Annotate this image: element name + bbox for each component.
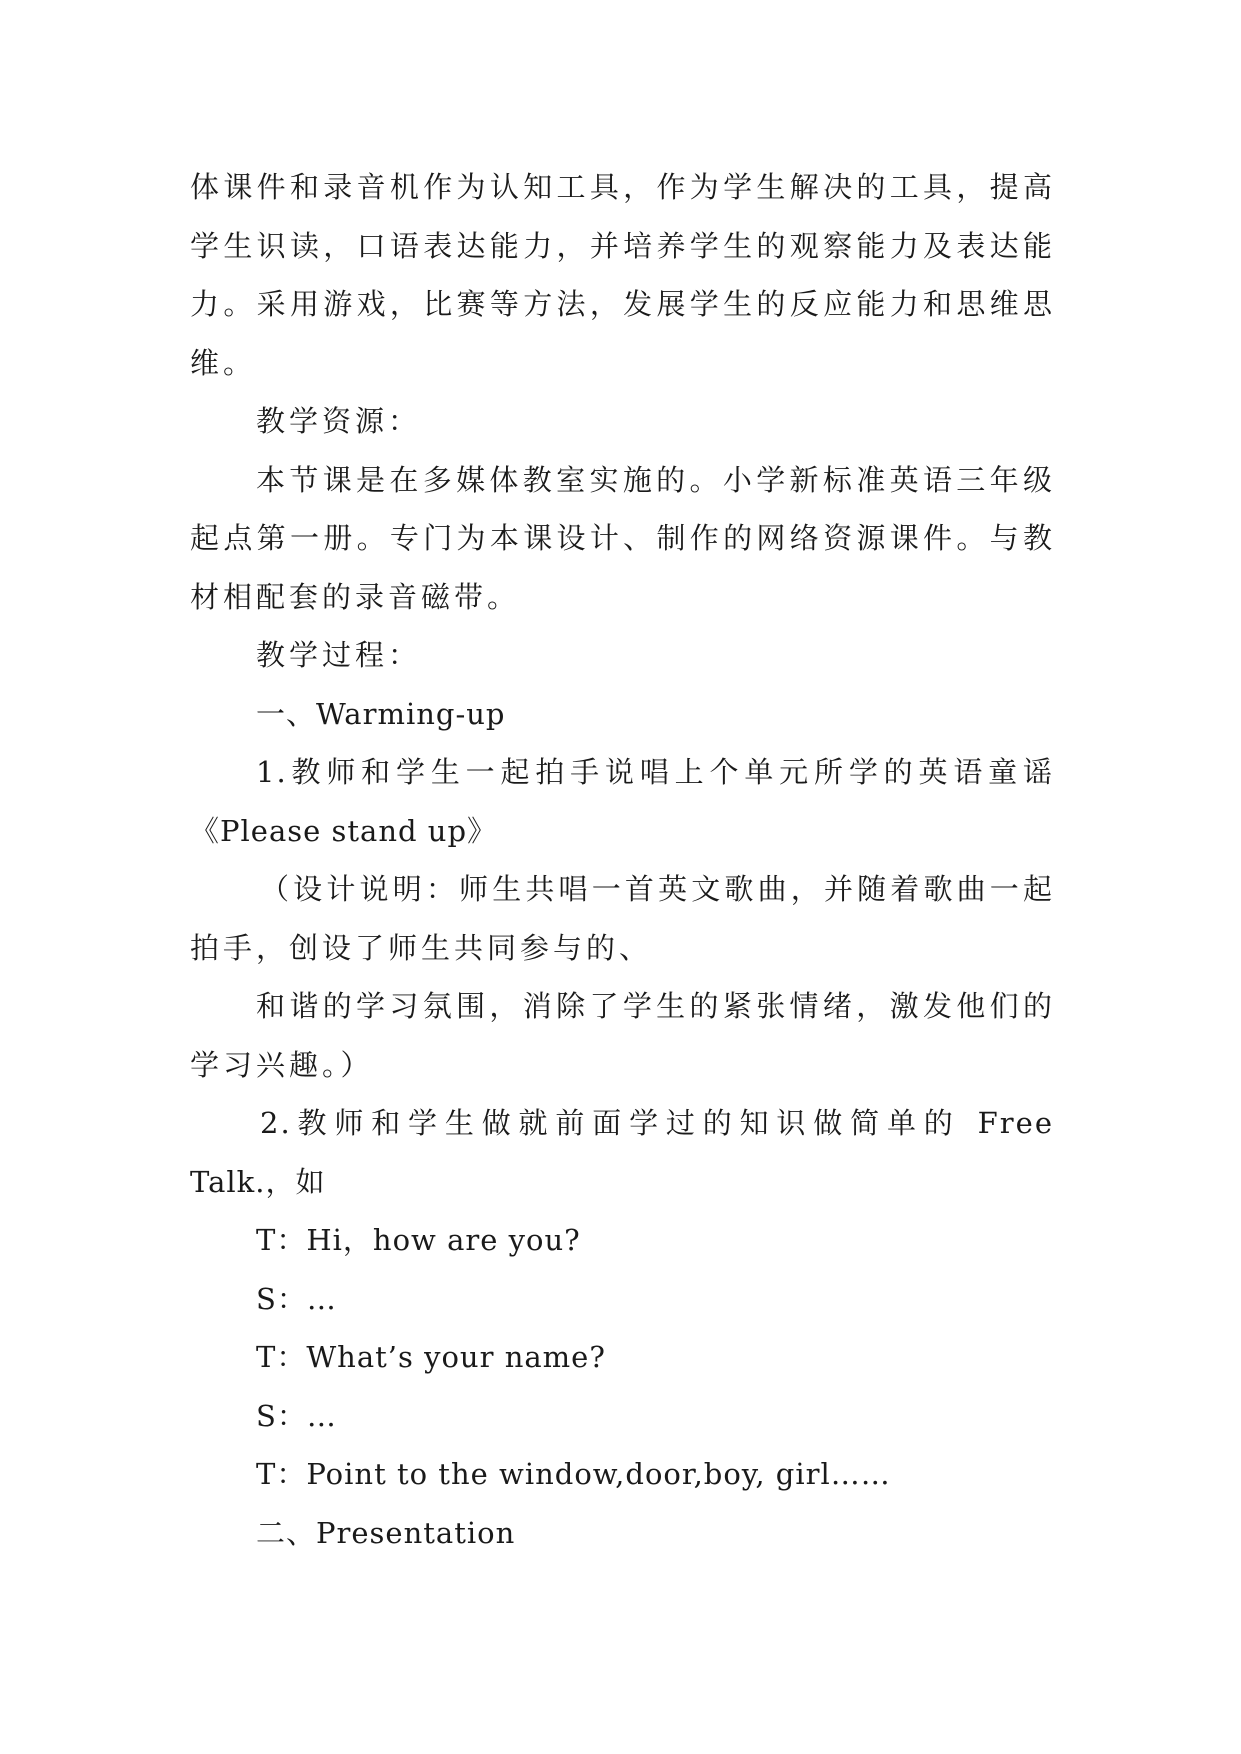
paragraph-line: 学生识读，口语表达能力，并培养学生的观察能力及表达能 <box>190 228 1054 263</box>
dialogue-line: T：Point to the window,door,boy, girl…… <box>256 1457 891 1491</box>
document-body <box>190 158 1054 1562</box>
paragraph-line: 体课件和录音机作为认知工具，作为学生解决的工具，提高 <box>190 170 1054 204</box>
paragraph-line: 材相配套的录音磁带。 <box>190 579 521 614</box>
paragraph-line: 起点第一册。专门为本课设计、制作的网络资源课件。与教 <box>190 521 1054 555</box>
paragraph-line: 和谐的学习氛围，消除了学生的紧张情绪，激发他们的 <box>256 989 1054 1023</box>
step-heading-presentation: 二、Presentation <box>256 1515 516 1550</box>
paragraph-line: （设计说明：师生共唱一首英文歌曲，并随着歌曲一起 <box>260 872 1054 906</box>
paragraph-line: 《Please stand up》 <box>190 813 498 848</box>
paragraph-line: 本节课是在多媒体教室实施的。小学新标准英语三年级 <box>256 462 1054 497</box>
paragraph-line: Talk.，如 <box>190 1164 326 1199</box>
dialogue-line: T：Hi，how are you? <box>256 1223 581 1257</box>
paragraph-line: 2.教师和学生做就前面学过的知识做简单的 Free <box>260 1106 1054 1140</box>
paragraph-line: 力。采用游戏，比赛等方法，发展学生的反应能力和思维思 <box>190 287 1054 321</box>
dialogue-line: S：… <box>256 1398 337 1433</box>
section-heading-resources: 教学资源： <box>256 404 422 438</box>
section-heading-process: 教学过程： <box>256 638 422 672</box>
dialogue-line: T：What’s your name? <box>256 1340 606 1374</box>
paragraph-line: 学习兴趣。） <box>190 1047 374 1082</box>
dialogue-line: S：… <box>256 1281 337 1316</box>
paragraph-line: 维。 <box>190 345 257 380</box>
paragraph-line: 1.教师和学生一起拍手说唱上个单元所学的英语童谣 <box>256 755 1054 789</box>
paragraph-line: 拍手，创设了师生共同参与的、 <box>190 930 653 965</box>
step-heading-warming-up: 一、Warming-up <box>256 696 506 731</box>
